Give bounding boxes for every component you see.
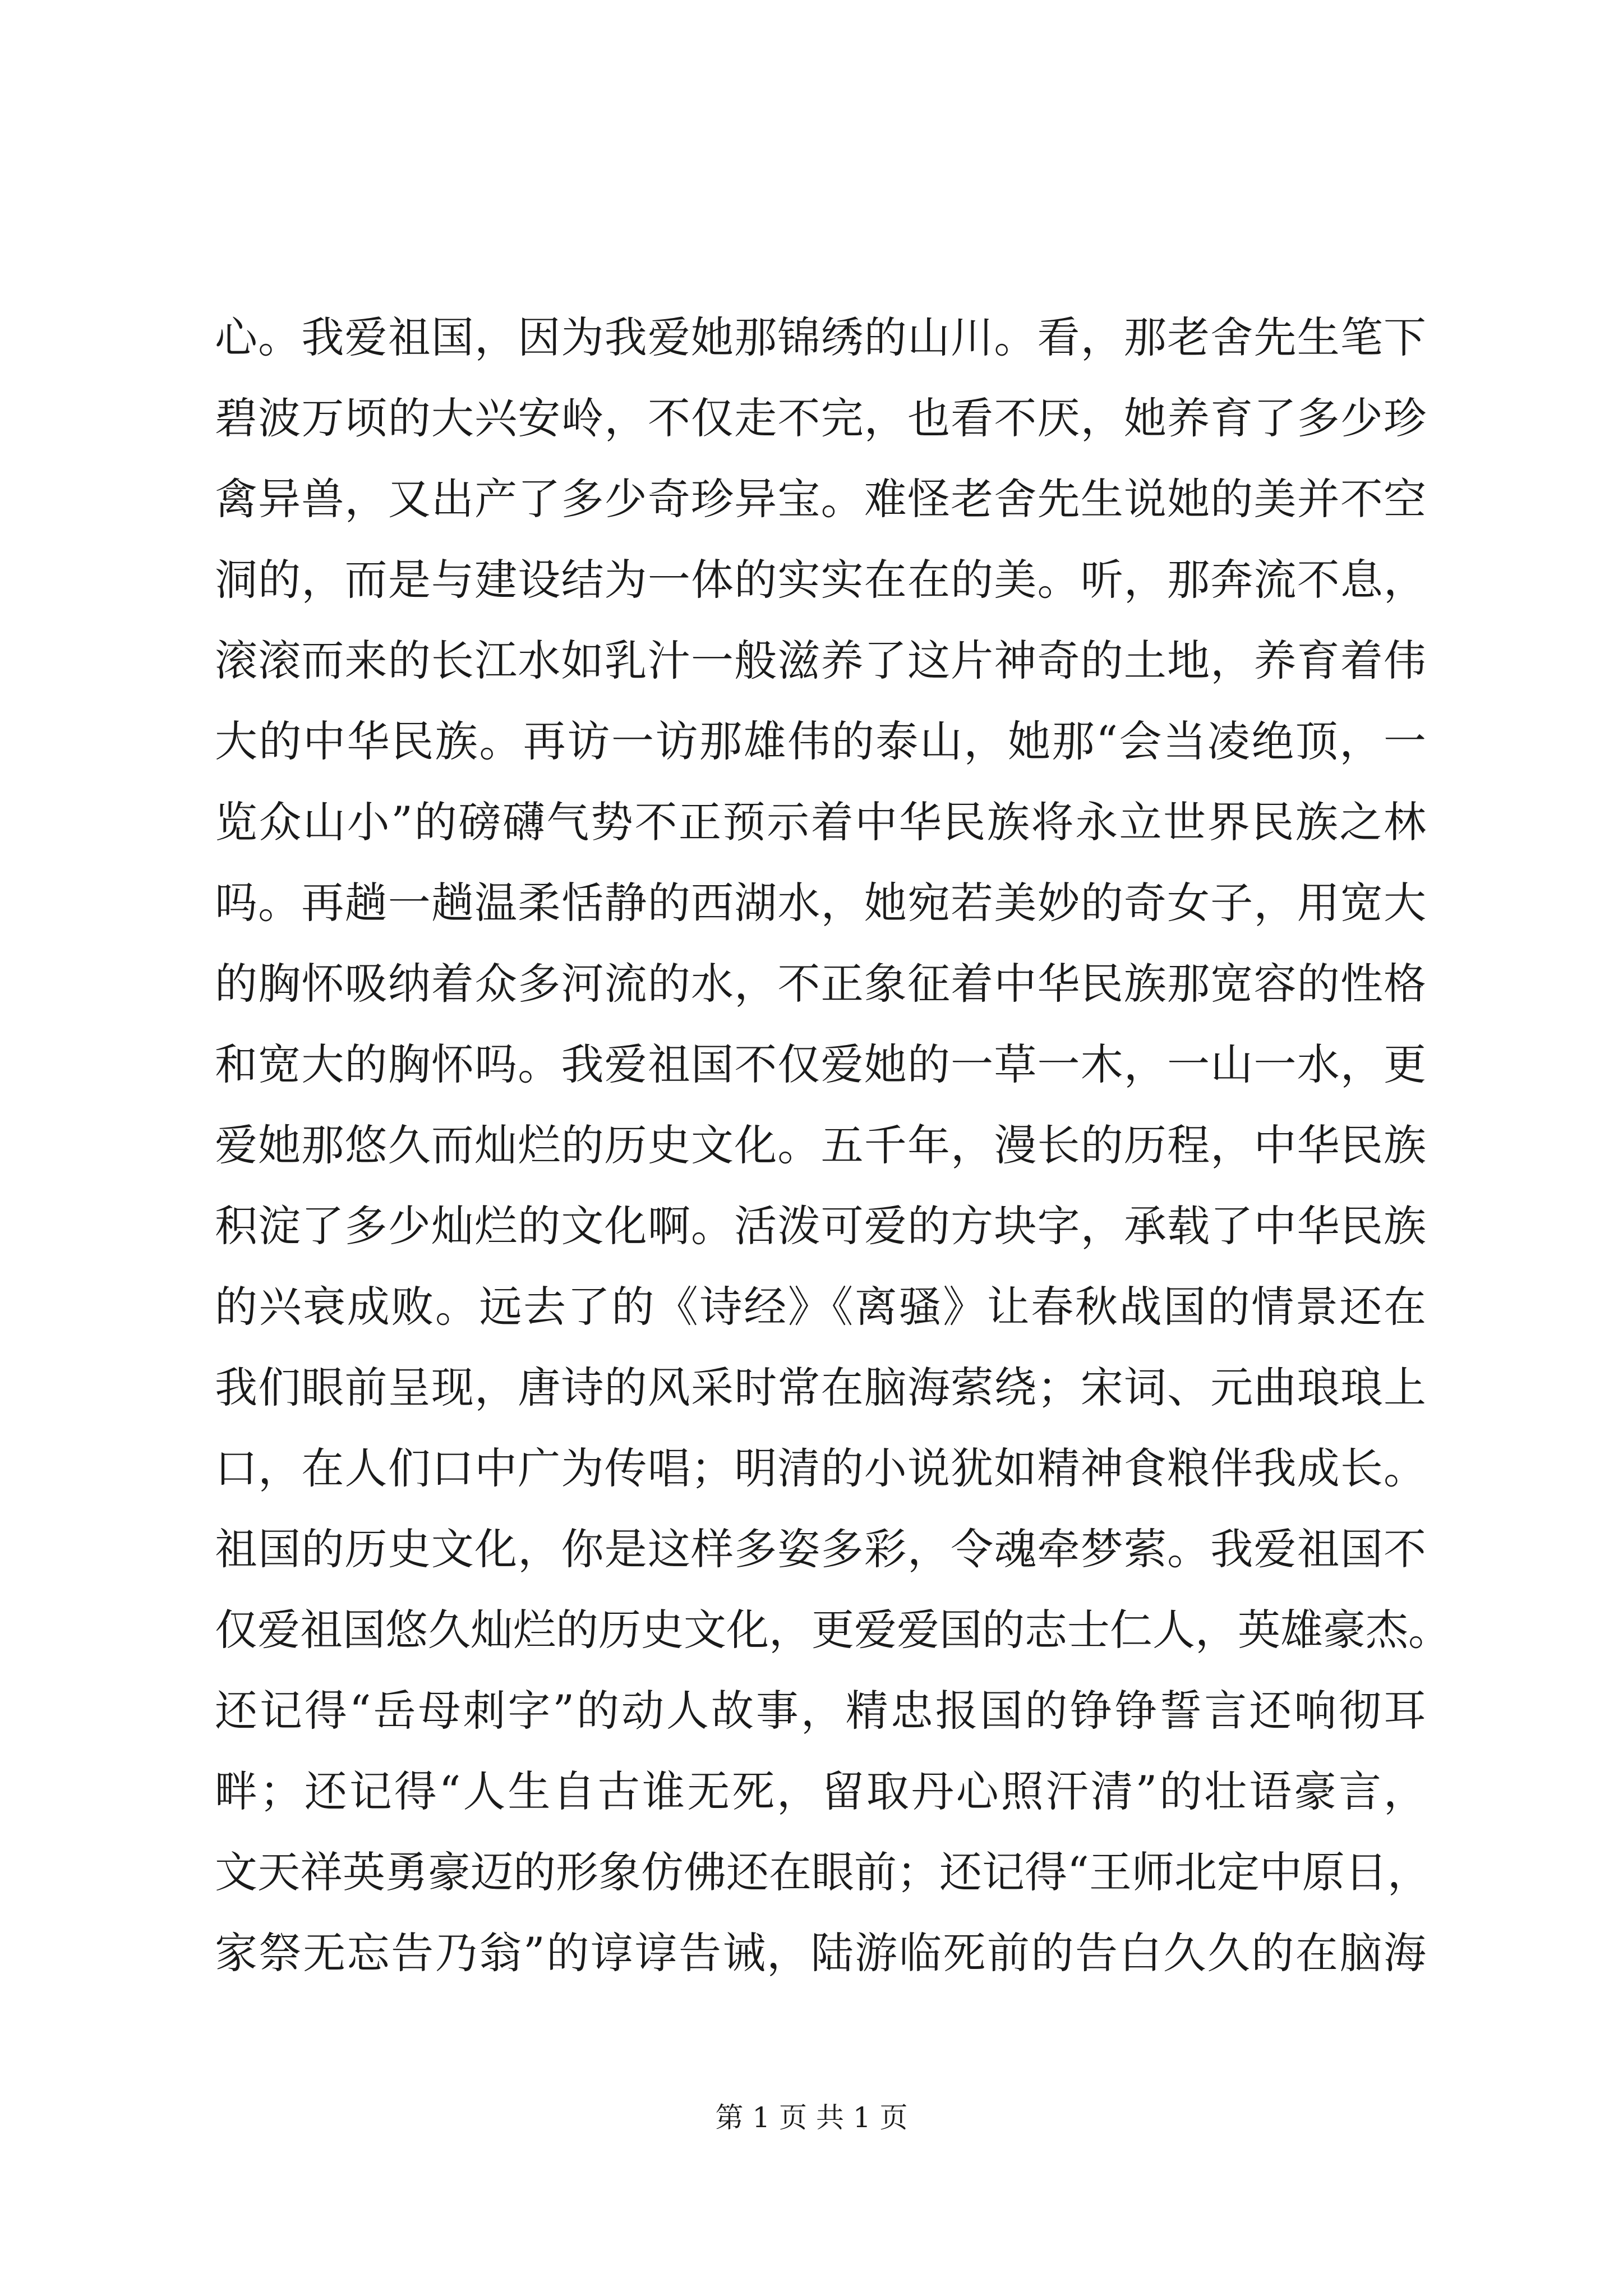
text-line: 吗。再趟一趟温柔恬静的西湖水，她宛若美妙的奇女子，用宽大 xyxy=(215,878,1426,928)
page-footer: 第 1 页 共 1 页 xyxy=(715,2101,908,2134)
text-line: 滚滚而来的长江水如乳汁一般滋养了这片神奇的土地，养育着伟 xyxy=(215,636,1426,685)
text-line: 览众山小”的磅礴气势不正预示着中华民族将永立世界民族之林 xyxy=(215,797,1426,847)
text-line: 仅爱祖国悠久灿烂的历史文化，更爱爱国的志士仁人，英雄豪杰。 xyxy=(215,1605,1451,1655)
text-line: 心。我爱祖国，因为我爱她那锦绣的山川。看，那老舍先生笔下 xyxy=(215,312,1426,362)
text-line: 的胸怀吸纳着众多河流的水，不正象征着中华民族那宽容的性格 xyxy=(215,959,1426,1009)
text-line: 祖国的历史文化，你是这样多姿多彩，令魂牵梦萦。我爱祖国不 xyxy=(215,1524,1426,1574)
text-line: 洞的，而是与建设结为一体的实实在在的美。听，那奔流不息， xyxy=(215,555,1426,605)
text-line: 碧波万顷的大兴安岭，不仅走不完，也看不厌，她养育了多少珍 xyxy=(215,393,1426,443)
text-line: 家祭无忘告乃翁”的谆谆告诫，陆游临死前的告白久久的在脑海 xyxy=(215,1928,1426,1978)
text-line: 积淀了多少灿烂的文化啊。活泼可爱的方块字，承载了中华民族 xyxy=(215,1201,1426,1251)
text-line: 还记得“岳母刺字”的动人故事，精忠报国的铮铮誓言还响彻耳 xyxy=(215,1686,1426,1736)
text-line: 的兴衰成败。远去了的《诗经》《离骚》让春秋战国的情景还在 xyxy=(215,1282,1426,1332)
text-line: 我们眼前呈现，唐诗的风采时常在脑海萦绕；宋词、元曲琅琅上 xyxy=(215,1363,1426,1412)
body-text xyxy=(215,297,1451,1994)
text-line: 爱她那悠久而灿烂的历史文化。五千年，漫长的历程，中华民族 xyxy=(215,1120,1426,1170)
text-line: 大的中华民族。再访一访那雄伟的泰山，她那“会当凌绝顶，一 xyxy=(215,716,1426,766)
text-line: 和宽大的胸怀吗。我爱祖国不仅爱她的一草一木，一山一水，更 xyxy=(215,1039,1426,1089)
text-line: 口，在人们口中广为传唱；明清的小说犹如精神食粮伴我成长。 xyxy=(215,1443,1426,1493)
text-line: 禽异兽，又出产了多少奇珍异宝。难怪老舍先生说她的美并不空 xyxy=(215,474,1426,524)
text-line: 畔；还记得“人生自古谁无死，留取丹心照汗清”的壮语豪言， xyxy=(215,1766,1426,1816)
text-line: 文天祥英勇豪迈的形象仿佛还在眼前；还记得“王师北定中原日， xyxy=(215,1847,1430,1897)
